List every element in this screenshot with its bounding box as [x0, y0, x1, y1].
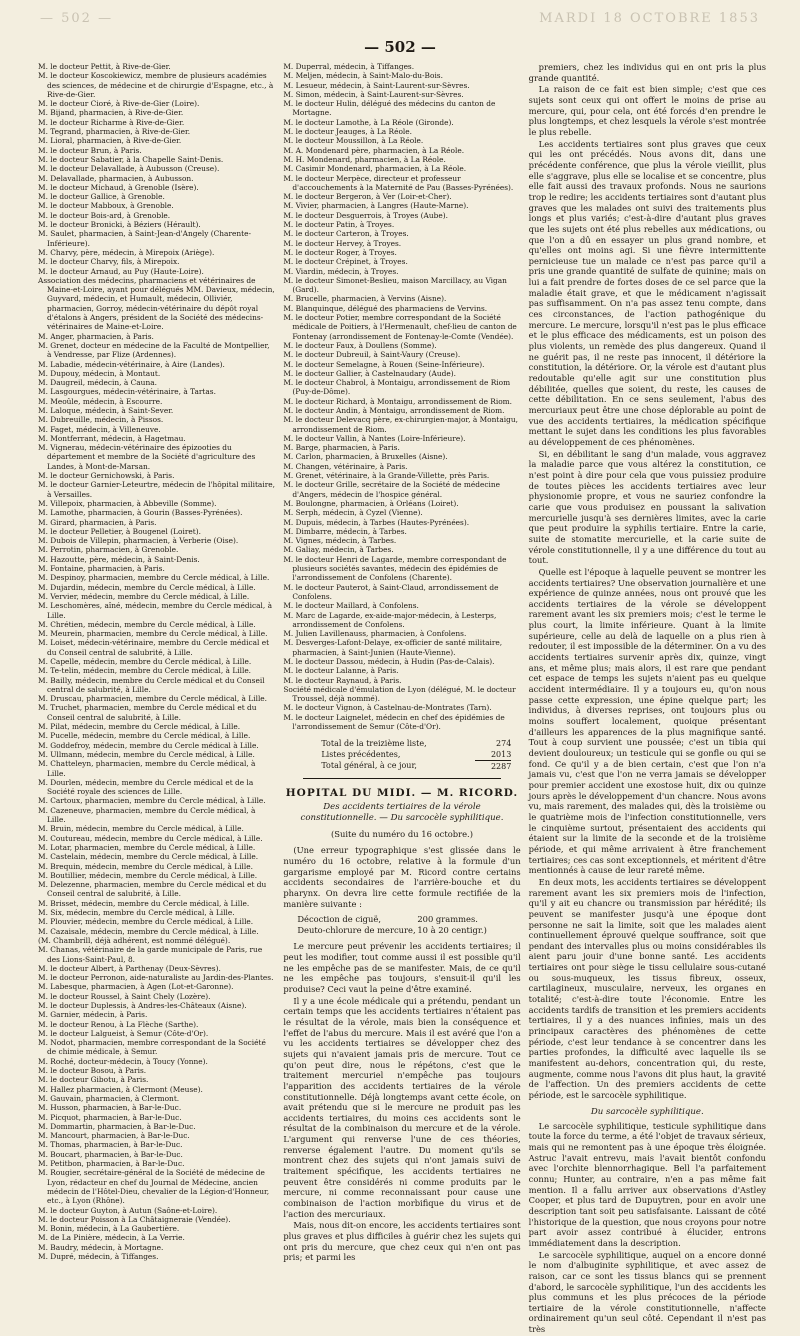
subscriber-entry: M. le docteur Richard, à Montaigu, arrondissement de Riom. — [283, 396, 513, 406]
subscriber-entry: M. Dupouy, médecin, à Montaut. — [38, 368, 161, 378]
subscriber-entry: M. le docteur Gallier, à Castelnaudary (Aude). — [283, 368, 456, 378]
subscriber-entry: M. le docteur Henri de Lagarde, membre correspondant de plusieurs sociétés savantes, médecin des épidémies de l'arrondissement de Confolens (Charente). — [283, 554, 507, 583]
subscriber-entry: M. le docteur Chabrol, à Montaigu, arrondissement de Riom (Puy-de-Dôme). — [283, 378, 511, 397]
subscriber-entry: M. le docteur Grille, secrétaire de la Société de médecine d'Angers, médecin de l'hospice général. — [283, 480, 501, 499]
suite-note: (Suite du numéro du 16 octobre.) — [330, 829, 473, 840]
article-paragraph: En deux mots, les accidents tertiaires se développent rarement avant les six premiers mois de l'infection, qu'il y ait eu chancre ou transmission par hérédité; ils peuvent se manifester jusqu'à une époque dont personne ne sait la limite, soit que les malades aient continuellement éprouvé quelque souffrance, soit que pendant des intervalles plus ou moins considérables ils aient paru jouir d'une bonne santé. Les accidents tertiaires ont pour siège le tissu cellulaire sous-cutané ou sous-muqueux, les tissus fibreux, osseux, cartilagineux, musculaire, nerveux, les organes en totalité; c'est-à-dire toute l'économie. Entre les accidents tardifs de transition et les premiers accidents tertiaires, il y a des nuances infinies, mais un des principaux caractères des phénomènes de cette période, c'est leur tendance à se concentrer dans les parties profondes, la difficulté avec laquelle ils se manifestent au-dehors, concentration qui, du reste, augmente, comme nous l'avons dit plus haut, la gravité de l'affection. Un des premiers accidents de cette période, est le sarcocèle syphilitique. — [528, 876, 766, 1100]
subscriber-entry: M. Labadie, médecin-vétérinaire, à Aire (Landes). — [38, 359, 225, 369]
subscriber-entry: M. Mancourt, pharmacien, à Bar-le-Duc. — [38, 1131, 190, 1141]
subscriber-entry: M. Despinoy, pharmacien, membre du Cercle médical, à Lille. — [38, 573, 270, 583]
article-paragraph: Les accidents tertiaires sont plus graves que ceux qui les ont précédés. Nous avons dit, dans une précédente conférence, que plus la vérole vieillit, plus elle s'aggrave, plus elle se localise et se concentre, plus elle fait aussi des travaux profonds. Nous ne saurions trop le redire; les accidents tertiaires sont d'autant plus graves que les malades ont suivi des traitements plus longs et plus variés; c'est-à-dire d'autant plus graves que les sujets ont été plus rebelles aux médications, ou que l'on a dû en essayer un plus grand nombre, et qu'elles ont moins agi. Si une fièvre intermittente pernicieuse tue un malade ce n'est pas parce qu'il a pris une grande quantité de sulfate de quinine; mais on lui a fait prendre de fortes doses de ce sel parce que la maladie était grave, et que le médicament n'agissait pas suffisamment. On n'a pas assez tenu compte, dans ces circonstances, de l'action pathogénique du mercure. Le mercure, lorsqu'il n'est pas le plus efficace et le plus efficace des médicaments, est un poison des plus violents, un remède des plus dangereux. Quand il ne guérit pas, il ne reste pas innocent, il détériore la constitution, la détériore. Or, la vérole est d'autant plus redoutable qu'elle agit sur une constitution plus débilitée, quelles que soient, du reste, les causes de cette débilitation. En ce sens seulement, l'abus des mercuriaux peut être une chose déplorable au point de vue des accidents tertiaires, la médication spécifique mettant le sujet dans les conditions les plus favorables au développement de ces phénomènes. — [528, 138, 766, 447]
subscriber-entry: M. Galiay, médecin, à Tarbes. — [283, 545, 394, 555]
article-paragraph: Quelle est l'époque à laquelle peuvent se montrer les accidents tertiaires? Une observation journalière et une expérience de quinze années, nous ont prouvé que les accidents tertiaires de la vérole se développent rarement avant les six premiers mois; c'est le terme le plus court, la limite inférieure. Quant à la limite supérieure, celle au delà de laquelle on a plus rien à redouter, il est impossible de la déterminer. On a vu des accidents tertiaires survenir après dix, quinze, vingt ans, et même plus; mais alors, il est rare que pendant cet espace de temps les sujets n'aient pas eu quelque accident intermédiaire. Il y a toujours eu, qu'on nous passe cette expression, une épine quelque part; les individus, à diverses reprises, ont toujours plus ou moins souffert localement, quoique présentant d'ailleurs les apparences de la plus magnifique santé. Tout à coup survient une poussée; c'est un tibia qui devient douloureux; un testicule qui se gonfle ou qui se fond. Ce qu'il y a de bien certain, c'est que l'on n'a jamais vu, c'est que l'on ne verra jamais se développer pour premier accident une exostose huit, dix ou quinze jours après le développement d'un chancre. Nous avons vu, mais rarement, des malades qui, dès la troisième ou le quatrième mois de l'infection constitutionnelle, vers le cinquième surtout, présentaient des accidents qui étaient sur la limite de la seconde et de la troisième période, et qui même arrivaient à être franchement tertiaires; ces cas sont exceptionnels, et méritent d'être mentionnés à cause de leur rareté même. — [528, 566, 766, 876]
column-1-subscriber-list — [38, 62, 275, 1336]
subscriber-entry: M. Dourlen, médecin, membre du Cercle médical et de la Société royale des sciences de Lille. — [38, 777, 254, 797]
subscriber-entry: M. Montferrant, médecin, à Hagetmau. — [38, 433, 186, 443]
subscriber-entry: M. Dommartin, pharmacien, à Bar-le-Duc. — [38, 1121, 196, 1131]
subscriber-entry: M. Roché, docteur-médecin, à Toucy (Yonne). — [38, 1056, 208, 1066]
subscriber-entry: M. Bijand, pharmacien, à Rive-de-Gier. — [38, 108, 184, 118]
subscriber-entry: M. Chrétien, médecin, membre du Cercle médical, à Lille. — [38, 619, 256, 629]
subscriber-entry: M. Lamothe, pharmacien, à Gourin (Basses-Pyrénées). — [38, 508, 243, 518]
subscriber-entry: M. Delezenne, pharmacien, membre du Cercle médical et du Conseil central de salubrité, à Lille. — [38, 880, 267, 899]
subscriber-entry: M. Garnier, médecin, à Paris. — [38, 1010, 148, 1020]
subscriber-entry: M. Saulet, pharmacien, à Saint-Jean-d'Angely (Charente-Inférieure). — [38, 229, 251, 248]
total-value: 2013 — [490, 750, 512, 760]
subscriber-entry: M. le docteur Bronicki, à Béziers (Hérault). — [38, 220, 201, 230]
article-paragraph: Le mercure peut prévenir les accidents tertiaires; il peut les modifier, tout comme aussi il est possible qu'il ne les empêche pas de se manifester. Mais, de ce qu'il ne les empêche pas toujours, s'ensuit-il qu'il les produise? Ceci vaut la peine d'être examiné. — [283, 941, 521, 994]
subscriber-entry: M. Lesueur, médecin, à Saint-Laurent-sur-Sèvres. — [283, 80, 470, 90]
subscriber-entry: M. le docteur Sabatier, à la Chapelle Saint-Denis. — [38, 154, 224, 164]
subscriber-entry: M. Dupuis, médecin, à Tarbes (Hautes-Pyrénées). — [283, 517, 470, 527]
formula-dose: 10 à 20 centigr.) — [417, 925, 487, 936]
subscriber-entry: M. Duperral, médecin, à Tiffanges. — [283, 62, 415, 71]
hospital-title: HOPITAL DU MIDI. — M. RICORD. — [285, 787, 519, 800]
section-subhead: Du sarcocèle syphilitique. — [590, 1106, 704, 1117]
subscriber-entry: M. Boucart, pharmacien, à Bar-le-Duc. — [38, 1149, 183, 1159]
subscriber-entry: M. Desverges-Lafont-Delaye, ex-officier de santé militaire, pharmacien, à Saint-Junien (Haute-Vienne). — [283, 638, 503, 657]
subscriber-entry: M. Laloque, médecin, à Saint-Sever. — [38, 405, 174, 415]
subscriber-entry: M. Truchet, pharmacien, membre du Cercle médical et du Conseil central de salubrité, à Lille. — [38, 703, 257, 722]
article-paragraph: Le sarcocèle syphilitique, auquel on a encore donné le nom d'albuginite syphilitique, et avec assez de raison, car ce sont les tissus blancs qui se prennent d'abord, le sarcocèle syphilitique, l'un des accidents les plus communs et les plus précoces de la période tertiaire de la vérole constitutionnelle, n'affecte ordinairement qu'un seul côté. Cependant il n'est pas très — [528, 1249, 766, 1335]
subscriber-entry: M. le docteur Gernichowski, à Paris. — [38, 471, 175, 481]
formula-block — [297, 914, 520, 936]
column-2-subscriber-list — [283, 62, 520, 731]
subscriber-entry: M. Dubreuille, médecin, à Pissos. — [38, 415, 164, 425]
subscriber-entry: M. le docteur Cioré, à Rive-de-Gier (Loire). — [38, 99, 200, 109]
subscriber-entry: M. Fontaine, pharmacien, à Paris. — [38, 564, 165, 574]
subscriber-entry: M. Brucelle, pharmacien, à Vervins (Aisne). — [283, 294, 447, 304]
subscriber-entry: M. Delavallade, pharmacien, à Aubusson. — [38, 173, 194, 183]
subscriber-entry: M. Coutureau, médecin, membre du Cercle médical, à Lille. — [38, 833, 263, 843]
subscriber-entry: M. Grenet, vétérinaire, à la Grande-Villette, près Paris. — [283, 471, 490, 481]
subscriber-entry: M. Dupré, médecin, à Tiffanges. — [38, 1252, 159, 1261]
subscriber-entry: M. le docteur Bois-ard, à Grenoble. — [38, 210, 171, 220]
subscriber-entry: M. Barge, pharmacien, à Paris. — [283, 443, 400, 453]
subscriber-entry: M. Hallez pharmacien, à Clermont (Meuse). — [38, 1084, 203, 1094]
subscriber-entry: M. Grenet, docteur en médecine de la Faculté de Montpellier, à Vendresse, par Flize (Ardennes). — [38, 340, 270, 360]
subscriber-entry: M. le docteur Pelletier, à Bougenel (Loiret). — [38, 526, 201, 536]
subscriber-entry: M. le docteur Delevacq père, ex-chirurgien-major, à Montaigu, arrondissement de Riom. — [283, 415, 518, 434]
subscriber-entry: M. le docteur Mabboux, à Grenoble. — [38, 201, 174, 211]
column-2 — [283, 62, 520, 1336]
subscriber-entry: M. le docteur Gallice, à Grenoble. — [38, 192, 165, 202]
subscriber-entry: M. Daugreil, médecin, à Cauna. — [38, 378, 157, 388]
subscriber-entry: Société médicale d'émulation de Lyon (délégué, M. le docteur Troussel, déjà nommé). — [283, 684, 516, 704]
subscriber-entry: M. Cartoux, pharmacien, membre du Cercle médical, à Lille. — [38, 796, 266, 806]
subscriber-entry: M. le docteur Delavallade, à Aubusson (Creuse). — [38, 164, 220, 174]
total-row — [321, 749, 511, 760]
column-3 — [529, 62, 766, 1336]
subscriber-entry: M. de La Pinière, médecin, à La Verrie. — [38, 1233, 185, 1243]
subscriber-entry: M. le docteur Koscokiewicz, membre de plusieurs académies des sciences, de médecine et de chirurgie d'Espagne, etc., à Rive-de-Gier. — [38, 71, 274, 99]
subscriber-entry: M. Pucelle, médecin, membre du Cercle médical, à Lille. — [38, 731, 251, 741]
subscriber-entry: M. Changen, vétérinaire, à Paris. — [283, 461, 408, 471]
subscriber-entry: M. Labesque, pharmacien, à Agen (Lot-et-Garonne). — [38, 982, 234, 992]
subscriber-entry: M. Perrotin, pharmacien, à Grenoble. — [38, 545, 179, 555]
subscriber-entry: M. Carlon, pharmacien, à Bruxelles (Aisne). — [283, 452, 448, 462]
subscriber-entry: M. Vignerau, médecin-vétérinaire des épizooties du département et membre de la Société d'agriculture des Landes, à Mont-de-Marsan. — [38, 443, 256, 471]
total-value: 274 — [496, 739, 512, 749]
subscriber-entry: M. Blanquinque, délégué des pharmaciens de Vervins. — [283, 303, 488, 313]
subscriber-entry: M. le docteur Vallin, à Nantes (Loire-Inférieure). — [283, 433, 466, 443]
subscriber-entry: M. Bailly, médecin, membre du Cercle médical et du Conseil central de salubrité, à Lille. — [38, 675, 265, 694]
subscriber-entry: M. le docteur Andin, à Montaigu, arrondissement de Riom. — [283, 405, 505, 415]
subscriber-entry: M. le docteur Moussillon, à La Réole. — [283, 136, 424, 146]
formula-row — [297, 925, 520, 936]
subscriber-entry: M. Dujardin, médecin, membre du Cercle médical, à Lille. — [38, 582, 256, 592]
total-label: Listes précédentes, — [321, 750, 401, 760]
subscriber-entry: M. le docteur Lamothe, à La Réole (Gironde). — [283, 117, 454, 127]
subscriber-entry: M. le docteur Duplessis, à Andres-les-Châteaux (Aisne). — [38, 1000, 247, 1010]
subscriber-entry: M. le docteur Richarme à Rive-de-Gier. — [38, 117, 185, 127]
columns — [38, 62, 766, 1335]
subscriber-entry: M. Anger, pharmacien, à Paris. — [38, 331, 154, 341]
subscriber-entry: M. le docteur Simonet-Beslieu, maison Marcillacy, au Vigan (Gard). — [283, 275, 507, 295]
subscriber-entry: M. le docteur Gibotu, à Paris. — [38, 1075, 149, 1085]
subscriber-entry: M. le docteur Faux, à Doullens (Somme). — [283, 340, 437, 350]
subscriber-entry: M. Ullmann, médecin, membre du Cercle médical, à Lille. — [38, 749, 255, 759]
subscriber-entry: M. H. Mondenard, pharmacien, à La Réole. — [283, 154, 446, 164]
subscriber-entry: M. le docteur Carteron, à Troyes. — [283, 229, 409, 239]
subscriber-entry: M. Druscau, pharmacien, membre du Cercle médical, à Lille. — [38, 694, 268, 704]
subscriber-entry: M. le docteur Raynaud, à Paris. — [283, 675, 402, 685]
total-value: 2287 — [475, 760, 511, 772]
subscriber-entry: M. Bonin, médecin, à La Gaubertière. — [38, 1224, 180, 1234]
subscriber-entry: Association des médecins, pharmaciens et vétérinaires de Maine-et-Loire, ayant pour délégués MM. Davieux, médecin, Guyvard, médecin, et Humault, médecin, Olliviér, pharmacien, Gorroy, médecin-vétérinaire du dépôt royal d'étalons à Angers, président de la Société des médecins-vétérinaires de Maine-et-Loire. — [38, 275, 275, 332]
subscriber-entry: M. Castelain, médecin, membre du Cercle médical, à Lille. — [38, 852, 259, 862]
subscriber-entry: M. Bruin, médecin, membre du Cercle médical, à Lille. — [38, 824, 244, 834]
subscriber-entry: M. Dimbarre, médecin, à Tarbes. — [283, 526, 407, 536]
formula-row — [297, 914, 520, 925]
subscriber-entry: M. le docteur Renou, à La Flèche (Sarthe). — [38, 1019, 199, 1029]
subscriber-entry: M. le docteur Roger, à Troyes. — [283, 247, 397, 257]
section-divider — [303, 778, 500, 779]
subscriber-entry: M. Brequin, médecin, membre du Cercle médical, à Lille. — [38, 861, 253, 871]
subscriber-entry: M. le docteur Jeauges, à La Réole. — [283, 127, 412, 137]
total-row — [321, 760, 511, 772]
article-paragraph: Mais, nous dit-on encore, les accidents tertiaires sont plus graves et plus difficiles à guérir chez les sujets qui ont pris du mercure, que chez ceux qui n'en ont pas pris; et parmi les — [283, 1220, 521, 1263]
subscriber-entry: M. Charvy, père, médecin, à Mirepoix (Ariège). — [38, 247, 215, 257]
subscriber-entry: M. Lotar, pharmacien, membre du Cercle médical, à Lille. — [38, 842, 256, 852]
subscriber-entry: M. Six, médecin, membre du Cercle médical, à Lille. — [38, 908, 235, 918]
subscriber-entry: M. Boulongne, pharmacien, à Orléans (Loiret). — [283, 498, 459, 508]
subscriber-entry: M. Lasgourgues, médecin-vétérinaire, à Tartas. — [38, 387, 216, 397]
subscriber-entry: M. Lioral, pharmacien, à Rive-de-Gier. — [38, 136, 182, 146]
subscriber-entry: M. le docteur Maillard, à Confolens. — [283, 601, 419, 611]
subscriber-entry: M. Casimir Mondenard, pharmacien, à La Réole. — [283, 164, 467, 174]
subscriber-entry: M. Goddefroy, médecin, membre du Cercle médical à Lille. — [38, 740, 259, 750]
subscriber-entry: M. le docteur Perronon, aide-naturaliste au Jardin-des-Plantes. — [38, 973, 274, 983]
subscriber-entry: (M. Chambrill, déjà adhérent, est nommé délégué). — [38, 935, 231, 945]
subscriber-entry: M. Girard, pharmacien, à Paris. — [38, 517, 157, 527]
subscriber-entry: M. Plouvier, médecin, membre du Cercle médical, à Lille. — [38, 917, 254, 927]
bleed-through-header — [40, 6, 760, 30]
subscriber-entry: M. Simon, médecin, à Saint-Laurent-sur-Sèvres. — [283, 89, 464, 99]
subscriber-entry: M. le docteur Garnier-Leteurtre, médecin de l'hôpital militaire, à Versailles. — [38, 480, 275, 499]
subscriber-entry: M. Pilat, médecin, membre du Cercle médical, à Lille. — [38, 722, 241, 732]
subscriber-entry: M. Chatteleyn, pharmacien, membre du Cercle médical, à Lille. — [38, 759, 256, 778]
article-body-part-2 — [283, 941, 520, 1263]
subscriber-entry: M. Hazoutte, père, médecin, à Saint-Denis. — [38, 554, 200, 564]
subscriber-entry: M. Marc de Lagarde, ex-aide-major-médecin, à Lesterps, arrondissement de Confolens. — [283, 610, 497, 629]
subscriber-entry: M. Petitbon, pharmacien, à Bar-le-Duc. — [38, 1159, 185, 1169]
totals-block — [321, 738, 520, 772]
subscriber-entry: M. Leschomères, aîné, médecin, membre du Cercle médical, à Lille. — [38, 601, 273, 620]
subscriber-entry: M. le docteur Hervey, à Troyes. — [283, 238, 402, 248]
subscriber-entry: M. le docteur Brun, à Paris. — [38, 145, 142, 155]
subscriber-entry: M. Capelle, médecin, membre du Cercle médical, à Lille. — [38, 657, 252, 666]
subscriber-entry: M. le docteur Desguerrois, à Troyes (Aube). — [283, 210, 448, 220]
formula-ingredient: Décoction de ciguë, — [297, 914, 381, 925]
subscriber-entry: M. Vervier, médecin, membre du Cercle médical, à Lille. — [38, 591, 250, 601]
subscriber-entry: M. le docteur Pauterot, à Saint-Claud, arrondissement de Confolens. — [283, 582, 499, 601]
total-label: Total général, à ce jour, — [321, 761, 417, 771]
article-paragraph: La raison de ce fait est bien simple; c'est que ces sujets sont ceux qui ont offert le moins de prise au mercure, qui, pour cela, ont été forcés d'en prendre le plus longtemps, et chez lesquels la vérole s'est montrée le plus rebelle. — [528, 84, 766, 137]
subscriber-entry: M. le docteur Dassou, médecin, à Hudin (Pas-de-Calais). — [283, 657, 495, 666]
subscriber-entry: M. le docteur Charvy, fils, à Mirepoix. — [38, 257, 180, 267]
subscriber-entry: M. Vignes, médecin, à Tarbes. — [283, 536, 397, 546]
subscriber-entry: M. le docteur Laignelet, médecin en chef des épidémies de l'arrondissement de Semur (Côte-d'Or). — [283, 712, 505, 732]
subscriber-entry: M. Baudry, médecin, à Mortagne. — [38, 1242, 164, 1252]
subscriber-entry: M. le docteur Pettit, à Rive-de-Gier. — [38, 62, 171, 71]
article-paragraph: premiers, chez les individus qui en ont pris la plus grande quantité. — [528, 62, 766, 83]
total-row — [321, 738, 511, 749]
formula-dose: 200 grammes. — [417, 914, 478, 925]
subscriber-entry: M. le docteur Patin, à Troyes. — [283, 220, 395, 230]
subscriber-entry: M. le docteur Bergeron, à Ver (Loir-et-Cher). — [283, 192, 452, 202]
subscriber-entry: M. Picquot, pharmacien, à Bar-le-Duc. — [38, 1112, 182, 1122]
subscriber-entry: M. le docteur Crépinet, à Troyes. — [283, 257, 408, 267]
article-paragraph: Il y a une école médicale qui a prétendu, pendant un certain temps que les accidents tertiaires n'étaient pas le résultat de la vérole, mais bien la conséquence et l'effet de l'abus du mercure. Mais il est avéré que l'on a vu les accidents tertiaires se développer chez des sujets qui n'avaient jamais pris de mercure. Tout ce qu'on peut dire, nous le répétons, c'est que le traitement mercuriel n'empêche pas toujours l'apparition des accidents tertiaires de la vérole constitutionnelle. Déjà longtemps avant cette école, on avait prétendu que si le mercure ne produit pas les accidents tertiaires, du moins ces accidents sont le résultat de la combinaison du mercure et de la vérole. L'argument qui renverse l'une de ces théories, renverse également l'autre. Du moment qu'ils se montrent chez des sujets qui n'ont jamais suivi de traitement spécifique, les accidents tertiaires ne peuvent être considérés ni comme produits par le mercure, ni comme reconnaissant pour cause une combinaison de l'action morbifique du virus et de l'action des mercuriaux. — [283, 995, 521, 1219]
formula-ingredient: Deuto-chlorure de mercure, — [297, 925, 416, 936]
subscriber-entry: M. Villepoix, pharmacien, à Abbeville (Somme). — [38, 498, 217, 508]
subscriber-entry: M. le docteur Lalgueist, à Semur (Côte-d'Or). — [38, 1028, 209, 1038]
subscriber-entry: M. Julien Lavillenauss, pharmacien, à Confolens. — [283, 629, 467, 639]
subscriber-entry: M. Tegrand, pharmacien, à Rive-de-Gier. — [38, 127, 191, 137]
subscriber-entry: M. le docteur Hulin, délégué des médecins du canton de Mortagne. — [283, 99, 496, 118]
total-label: Total de la treizième liste, — [321, 739, 427, 749]
subscriber-entry: M. Vivier, pharmacien, à Langres (Haute-Marne). — [283, 201, 469, 211]
article-paragraph: Si, en débilitant le sang d'un malade, vous aggravez la maladie parce que vous altérez la constitution, ce n'est point à dire pour cela que vous puissiez produire de toutes pièces les accidents tertiaires avec leur physionomie propre, et vous ne sauriez confondre la carie que vous produisez en poussant la salivation mercurielle jusqu'à ses dernières limites, avec la carie que peut produire la syphilis tertiaire. Entre la carie, suite de stomatite mercurielle, et la carie suite de vérole constitutionnelle, il y a une différence du tout au tout. — [528, 448, 766, 566]
subscriber-entry: M. le docteur Dubreuil, à Saint-Vaury (Creuse). — [283, 350, 461, 360]
subscriber-entry: M. Te-telin, médecin, membre du Cercle médical, à Lille. — [38, 666, 252, 676]
article-paragraph: Le sarcocèle syphilitique, testicule syphilitique dans toute la force du terme, a été l'objet de travaux sérieux, mais qui ne remontent pas à une époque très éloignée. Astruc l'avait entrevu, mais l'avait bientôt confondu avec l'orchite blennorrhagique. Bell l'a parfaitement connu; Hunter, au contraire, n'en a pas même fait mention. Il a fallu arriver aux observations d'Astley Cooper, et plus tard de Dupuytren, pour en avoir une description tant soit peu satisfaisante. Laissant de côté l'historique de la question, que nous croyons pour notre part avoir assez contribué à élucider, entrons immédiatement dans la description. — [528, 1120, 766, 1248]
subscriber-entry: M. Nodot, pharmacien, membre correspondant de la Société de chimie médicale, à Semur. — [38, 1038, 266, 1057]
subscriber-entry: M. le docteur Poisson à La Châtaigneraie (Vendée). — [38, 1214, 231, 1224]
subscriber-entry: M. Chanas, vétérinaire de la garde municipale de Paris, rue des Lions-Saint-Paul, 8. — [38, 945, 263, 964]
article-body-part-1 — [283, 845, 520, 909]
subscriber-entry: M. le docteur Roussel, à Saint Chely (Lozère). — [38, 991, 211, 1001]
article-body-continued — [529, 62, 766, 1101]
subscriber-entry: M. A. Mondenard père, pharmacien, à La Réole. — [283, 145, 465, 155]
subscriber-entry: M. Loiset, médecin-vétérinaire, membre du Cercle médical et du Conseil central de salubrité, à Lille. — [38, 638, 270, 657]
article-title: Des accidents tertiaires de la vérole constitutionnelle. — Du sarcocèle syphilitique. — [300, 802, 504, 824]
subscriber-entry: M. Dubois de Villepin, pharmacien, à Verberie (Oise). — [38, 536, 239, 546]
subscriber-entry: M. Thomas, pharmacien, à Bar-le-Duc. — [38, 1140, 183, 1150]
subscriber-entry: M. Serph, médecin, à Cyzel (Vienne). — [283, 508, 423, 518]
subscriber-entry: M. Husson, pharmacien, à Bar-le-Duc. — [38, 1103, 182, 1113]
subscriber-entry: M. Boutillier, médecin, membre du Cercle médical, à Lille. — [38, 870, 258, 880]
ghost-left: — 502 — — [40, 10, 114, 26]
subscriber-entry: M. Cazaisale, médecin, membre du Cercle médical, à Lille. — [38, 926, 259, 936]
subscriber-entry: M. le docteur Bosou, à Paris. — [38, 1066, 147, 1076]
subscriber-entry: M. le docteur Michaud, à Grenoble (Isère). — [38, 182, 199, 192]
subscriber-entry: M. le docteur Lalanne, à Paris. — [283, 666, 399, 676]
page-number: — 502 — — [364, 38, 436, 56]
subscriber-entry: M. Meoûle, médecin, à Escourre. — [38, 396, 163, 406]
subscriber-entry: M. le docteur Vignon, à Castelnau-de-Montrates (Tarn). — [283, 703, 492, 713]
article-body-sarcocele — [529, 1121, 766, 1335]
subscriber-entry: M. le docteur Guyton, à Autun (Saône-et-Loire). — [38, 1205, 218, 1215]
subscriber-entry: M. le docteur Semelagne, à Rouen (Seine-Inférieure). — [283, 359, 485, 369]
subscriber-entry: M. Faget, médecin, à Villeneuve. — [38, 424, 161, 434]
subscriber-entry: M. Rougier, secrétaire-général de la Société de médecine de Lyon, rédacteur en chef du Journal de Médecine, ancien médecin de l'Hôtel-Dieu, chevalier de la Légion-d'Honneur, etc., à Lyon (Rhône). — [38, 1168, 270, 1206]
subscriber-entry: M. Brisset, médecin, membre du Cercle médical, à Lille. — [38, 898, 250, 908]
subscriber-entry: M. le docteur Albert, à Parthenay (Deux-Sèvres). — [38, 963, 221, 973]
article-paragraph: (Une erreur typographique s'est glissée dans le numéro du 16 octobre, relative à la formule d'un gargarisme employé par M. Ricord contre certains accidents secondaires de l'arrière-bouche et du pharynx. On devra lire cette formule rectifiée de la manière suivante : — [283, 845, 521, 909]
subscriber-entry: M. le docteur Potier, membre correspondant de la Société médicale de Poitiers, à l'Hermenault, chef-lieu de canton de Fontenay (arrondissement de Fontenay-le-Comte (Vendée). — [283, 313, 517, 341]
subscriber-entry: M. le docteur Merpèce, directeur et professeur d'accouchements à la Maternité de Pau (Basses-Pyrénées). — [283, 173, 514, 192]
subscriber-entry: M. Gauvain, pharmacien, à Clermont. — [38, 1093, 180, 1103]
subscriber-entry: M. le docteur Arnaud, au Puy (Haute-Loire). — [38, 266, 204, 276]
subscriber-entry: M. Meljen, médecin, à Saint-Malo-du-Bois. — [283, 71, 443, 81]
ghost-right: MARDI 18 OCTOBRE 1853 — [539, 10, 760, 26]
subscriber-entry: M. Meurein, pharmacien, membre du Cercle médical, à Lille. — [38, 629, 268, 639]
subscriber-entry: M. Cazeneuve, pharmacien, membre du Cercle médical, à Lille. — [38, 805, 256, 825]
subscriber-entry: M. Viardin, médecin, à Troyes. — [283, 266, 399, 276]
